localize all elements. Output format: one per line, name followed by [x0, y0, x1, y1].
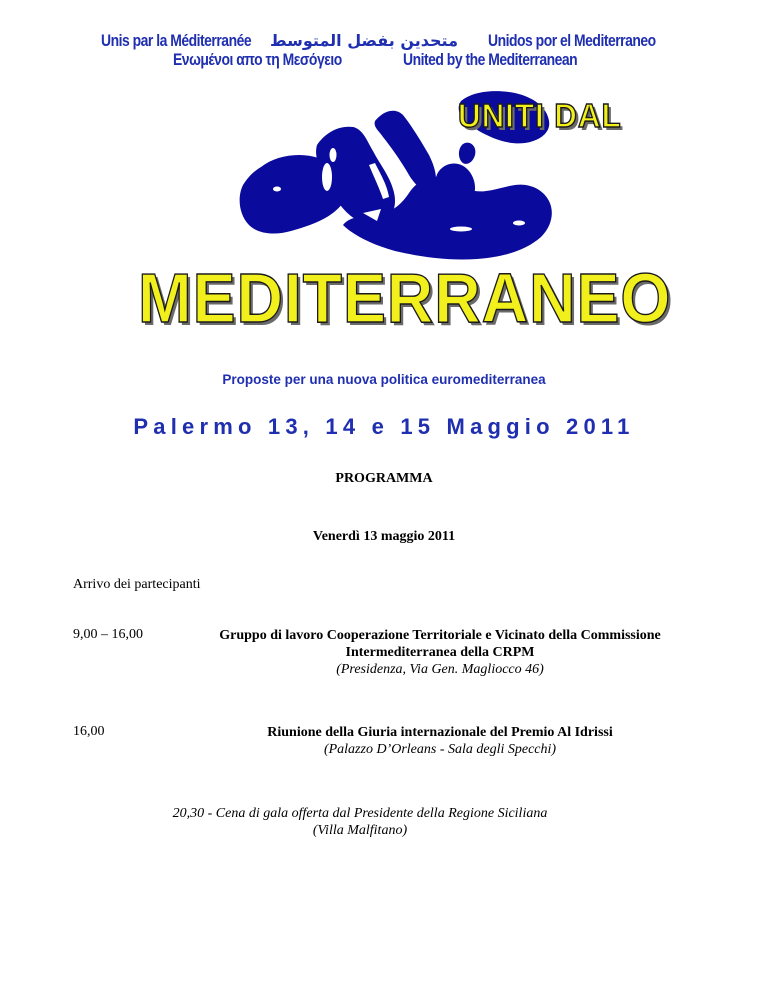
schedule-time: 16,00: [73, 724, 105, 739]
schedule-place: (Presidenza, Via Gen. Magliocco 46): [336, 662, 544, 677]
schedule-place: (Palazzo D’Orleans - Sala degli Specchi): [323, 742, 557, 757]
logo-uniti-dal: UNITI DAL: [458, 97, 622, 134]
schedule-item: [180, 627, 700, 678]
schedule-title-line: Gruppo di lavoro Cooperazione Territoriale e Vicinato della Commissione: [219, 628, 661, 643]
schedule-title-line: Riunione della Giuria internazionale del Premio Al Idrissi: [267, 725, 613, 740]
dinner-line: 20,30 - Cena di gala offerta dal Presidente della Regione Siciliana: [172, 806, 548, 821]
event-title: Palermo 13, 14 e 15 Maggio 2011: [133, 414, 635, 439]
schedule-item: [180, 724, 700, 758]
day-heading: Venerdì 13 maggio 2011: [312, 529, 456, 544]
schedule-title-line: Intermediterranea della CRPM: [345, 645, 535, 660]
logo-mediterraneo: MEDITERRANEO: [138, 259, 672, 337]
tagline-french: Unis par la Méditerranée: [101, 31, 252, 50]
tagline-arabic: متحدين بفضل المتوسط: [270, 31, 458, 50]
subtitle: Proposte per una nuova politica euromediterranea: [222, 372, 546, 387]
dinner-place: (Villa Malfitano): [312, 823, 408, 838]
program-heading: PROGRAMMA: [335, 471, 433, 486]
tagline-greek: Ενωμένοι απο τη Μεσόγειο: [173, 50, 342, 69]
dinner-item: [140, 805, 580, 839]
tagline-spanish: Unidos por el Mediterraneo: [488, 31, 656, 50]
tagline-english: United by the Mediterranean: [403, 50, 578, 69]
arrivals-text: Arrivo dei partecipanti: [73, 577, 201, 592]
schedule-time: 9,00 – 16,00: [73, 627, 143, 642]
